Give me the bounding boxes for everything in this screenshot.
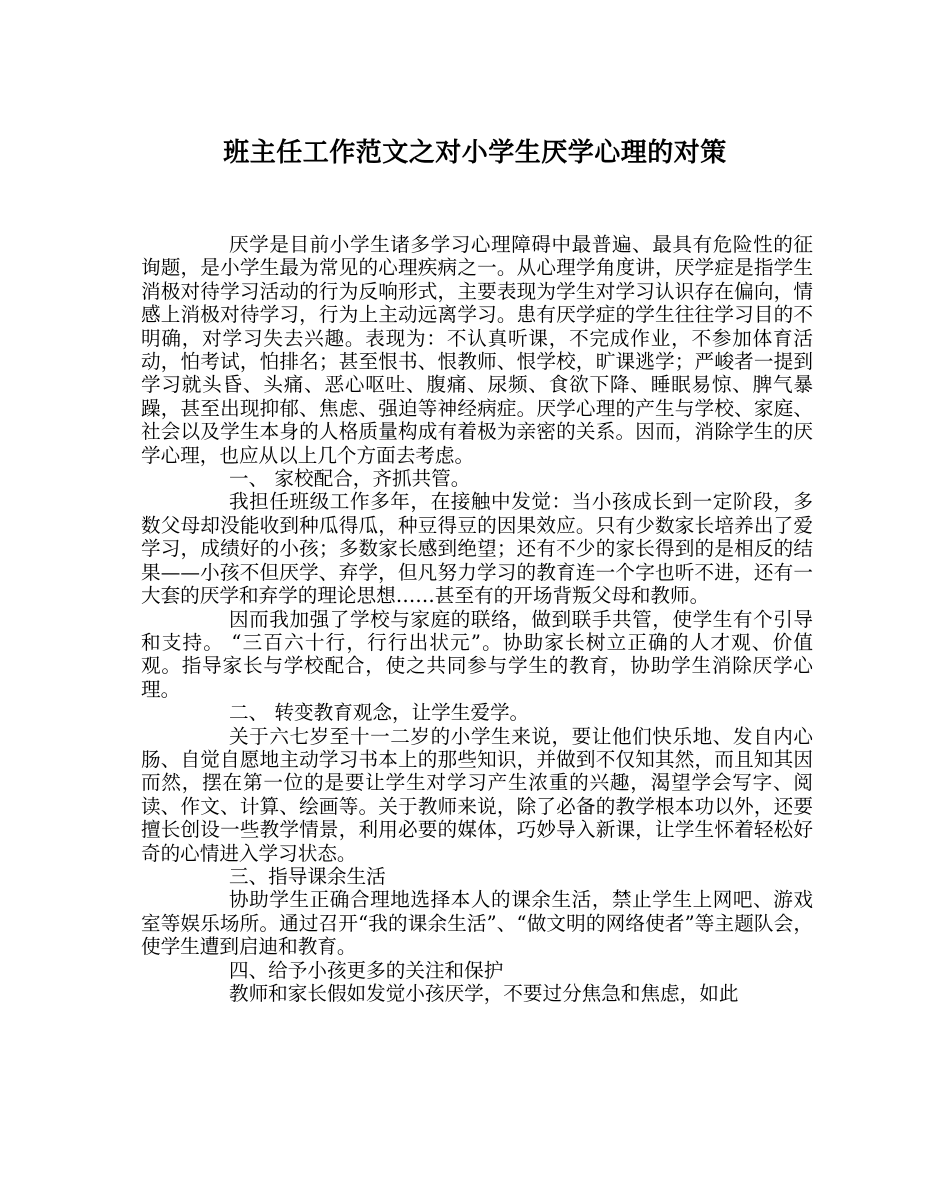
paragraph: 教师和家长假如发觉小孩厌学，不要过分焦急和焦虑，如此 — [229, 982, 739, 1005]
paragraph: 关于六七岁至十一二岁的小学生来说，要让他们快乐地、发自内心肠、自觉自愿地主动学习书本上的那些知识，并做到不仅知其然，而且知其因而然，摆在第一位的是要让学生对学习产生浓重的兴趣，渴望学会写字、阅读、作文、计算、绘画等。关于教师来说，除了必备的教学根本功以外，还要擅长创设一些教学情景，利用必要的媒体，巧妙导入新课，让学生怀着轻松好奇的心情进入学习状态。 — [141, 724, 813, 865]
section-heading-1: 一、 家校配合，齐抓共管。 — [229, 467, 471, 491]
document-body — [141, 233, 813, 1005]
section-heading-3: 三、指导课余生活 — [229, 864, 386, 888]
paragraph: 协助学生正确合理地选择本人的课余生活，禁止学生上网吧、游戏室等娱乐场所。通过召开“我的课余生活”、“做文明的网络使者”等主题队会，使学生遭到启迪和教育。 — [141, 888, 813, 959]
paragraph: 我担任班级工作多年，在接触中发觉：当小孩成长到一定阶段，多数父母却没能收到种瓜得瓜，种豆得豆的因果效应。只有少数家长培养出了爱学习，成绩好的小孩；多数家长感到绝望；还有不少的家长得到的是相反的结果——小孩不但厌学、弃学，但凡努力学习的教育连一个字也听不进，还有一大套的厌学和弃学的理论思想……甚至有的开场背叛父母和教师。 — [141, 490, 813, 608]
intro-paragraph: 厌学是目前小学生诸多学习心理障碍中最普遍、最具有危险性的征询题，是小学生最为常见的心理疾病之一。从心理学角度讲，厌学症是指学生消极对待学习活动的行为反响形式，主要表现为学生对学习认识存在偏向，情感上消极对待学习，行为上主动远离学习。患有厌学症的学生往往学习目的不明确，对学习失去兴趣。表现为：不认真听课，不完成作业，不参加体育活动，怕考试，怕排名；甚至恨书、恨教师、恨学校，旷课逃学；严峻者一提到学习就头昏、头痛、恶心呕吐、腹痛、尿频、食欲下降、睡眠易惊、脾气暴躁，甚至出现抑郁、焦虑、强迫等神经病症。厌学心理的产生与学校、家庭、社会以及学生本身的人格质量构成有着极为亲密的关系。因而，消除学生的厌学心理，也应从以上几个方面去考虑。 — [141, 233, 813, 467]
document-title: 班主任工作范文之对小学生厌学心理的对策 — [223, 138, 727, 168]
section-heading-2: 二、 转变教育观念，让学生爱学。 — [229, 701, 530, 725]
paragraph: 因而我加强了学校与家庭的联络，做到联手共管，使学生有个引导和支持。 “三百六十行，行行出状元”。协助家长树立正确的人才观、价值观。指导家长与学校配合，使之共同参与学生的教育，协助学生消除厌学心理。 — [141, 607, 813, 701]
section-heading-4: 四、给予小孩更多的关注和保护 — [229, 958, 504, 982]
